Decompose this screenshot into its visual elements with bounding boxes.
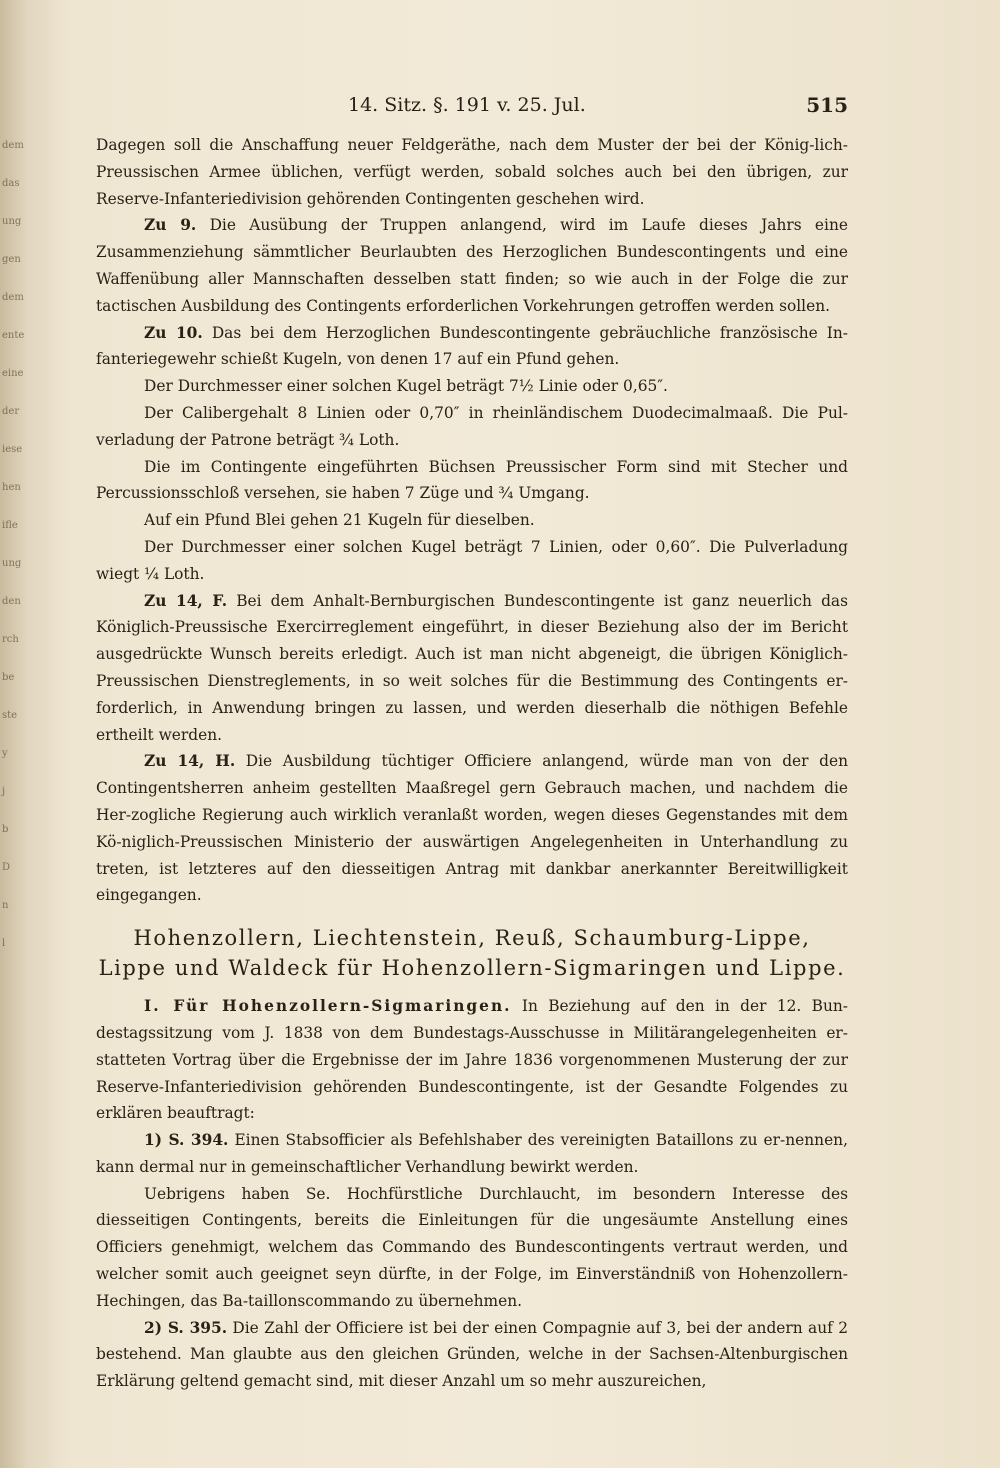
gutter-fragment: dem — [2, 140, 24, 151]
paragraph: Uebrigens haben Se. Hochfürstliche Durchlaucht, im besondern Interesse des diesseitigen Contingents, bereits die Einleitungen für die ungesäumte Anstellung eines Officiers genehmigt, welchem das Commando des Bundescontingents vertraut werden, und welcher somit auch geeignet seyn dürfte, in der Folge, im Einverständniß von Hohenzollern-Hechingen, das Ba-taillonscommando zu übernehmen. — [96, 1184, 848, 1310]
gutter-fragment: eine — [2, 368, 24, 379]
paragraph: Die im Contingente eingeführten Büchsen Preussischer Form sind mit Stecher und Percussionsschloß versehen, sie haben 7 Züge und ¾ Umgang. — [96, 457, 848, 503]
paragraph: Der Durchmesser einer solchen Kugel beträgt 7½ Linie oder 0,65″. — [144, 377, 668, 396]
gutter-fragment: iese — [2, 444, 23, 455]
paragraph: Auf ein Pfund Blei gehen 21 Kugeln für dieselben. — [144, 511, 535, 530]
gutter-fragment: l — [2, 938, 6, 949]
page-content — [96, 92, 848, 1395]
gutter-fragment: hen — [2, 482, 21, 493]
gutter-fragment: y — [2, 748, 8, 759]
paragraph: I. Für Hohenzollern-Sigmaringen. In Beziehung auf den in der 12. Bun-destagssitzung vom J. 1838 von dem Bundestags-Ausschusse in Militärangelegenheiten er-statteten Vortrag über die Ergebnisse der im Jahre 1836 vorgenommenen Musterung der zur Reserve-Infanteriedivision gehörenden Bundescontingente, ist der Gesandte Folgendes zu erklären beauftragt: — [96, 997, 848, 1123]
gutter-fragment: be — [2, 672, 15, 683]
section-heading: Hohenzollern, Liechtenstein, Reuß, Schaumburg-Lippe, Lippe und Waldeck für Hohenzollern-Sigmaringen und Lippe. — [98, 926, 846, 981]
gutter-fragment: dem — [2, 292, 24, 303]
gutter-fragment: j — [2, 786, 6, 797]
gutter-fragment: rch — [2, 634, 19, 645]
gutter-fragment: D — [2, 862, 11, 873]
paragraph: Zu 10. Das bei dem Herzoglichen Bundescontingente gebräuchliche französische In-fanteriegewehr schießt Kugeln, von denen 17 auf ein Pfund gehen. — [96, 323, 848, 369]
paragraph: Zu 14, F. Bei dem Anhalt-Bernburgischen Bundescontingente ist ganz neuerlich das Königlich-Preussische Exercirreglement eingeführt, in dieser Beziehung also der im Bericht ausgedrückte Wunsch bereits erledigt. Auch ist man nicht abgeneigt, die übrigen Königlich-Preussischen Dienstreglements, in so weit solches für die Bestimmung des Contingents er-forderlich, in Anwendung bringen zu lassen, und werden dieserhalb die nöthigen Befehle ertheilt werden. — [96, 591, 848, 744]
gutter-fragment: ung — [2, 558, 22, 569]
gutter-fragment: das — [2, 178, 20, 189]
gutter-fragment: ifle — [2, 520, 18, 531]
paragraph: 1) S. 394. Einen Stabsofficier als Befehlshaber des vereinigten Bataillons zu er-nennen, kann dermal nur in gemeinschaftlicher Verhandlung bewirkt werden. — [96, 1131, 848, 1176]
gutter-fragment: ung — [2, 216, 22, 227]
paragraph: Zu 9. Die Ausübung der Truppen anlangend, wird im Laufe dieses Jahrs eine Zusammenziehung sämmtlicher Beurlaubten des Herzoglichen Bundescontingents und eine Waffenübung aller Mannschaften desselben statt finden; so wie auch in der Folge die zur tactischen Ausbildung des Contingents erforderlichen Vorkehrungen getroffen werden sollen. — [96, 216, 848, 315]
gutter-fragment: ente — [2, 330, 25, 341]
gutter-fragment: n — [2, 900, 9, 911]
paragraph: Der Calibergehalt 8 Linien oder 0,70″ in rheinländischem Duodecimalmaaß. Die Pul-verladung der Patrone beträgt ¾ Loth. — [96, 403, 848, 449]
gutter-fragment: ste — [2, 710, 18, 721]
gutter-fragment: der — [2, 406, 20, 417]
paragraph: Der Durchmesser einer solchen Kugel beträgt 7 Linien, oder 0,60″. Die Pulverladung wiegt ¼ Loth. — [96, 537, 848, 583]
gutter-fragment: den — [2, 596, 21, 607]
paragraph: 2) S. 395. Die Zahl der Officiere ist bei der einen Compagnie auf 3, bei der andern auf 2 bestehend. Man glaubte aus den gleichen Gründen, welche in der Sachsen-Altenburgischen Erklärung geltend gemacht sind, mit dieser Anzahl um so mehr auszureichen, — [96, 1318, 848, 1391]
gutter-fragment: gen — [2, 254, 21, 265]
paragraph: Zu 14, H. Die Ausbildung tüchtiger Officiere anlangend, würde man von der den Contingentsherren anheim gestellten Maaßregel gern Gebrauch machen, und nachdem die Her-zogliche Regierung auch wirklich veranlaßt worden, wegen dieses Gegenstandes mit dem Kö-niglich-Preussischen Ministerio der auswärtigen Angelegenheiten in Unterhandlung zu treten, ist letzteres auf den diesseitigen Antrag mit dankbar anerkannter Bereitwilligkeit eingegangen. — [96, 752, 848, 905]
gutter-fragment: b — [2, 824, 9, 835]
header-title: 14. Sitz. §. 191 v. 25. Jul. — [348, 94, 586, 116]
running-header — [96, 92, 848, 132]
paragraph: Dagegen soll die Anschaffung neuer Feldgeräthe, nach dem Muster der bei der König-lich-Preussischen Armee üblichen, verfügt werden, sobald solches auch bei den übrigen, zur Reserve-Infanteriedivision gehörenden Contingenten geschehen wird. — [96, 136, 848, 208]
page-number: 515 — [806, 93, 848, 117]
binding-gutter — [0, 0, 28, 1468]
